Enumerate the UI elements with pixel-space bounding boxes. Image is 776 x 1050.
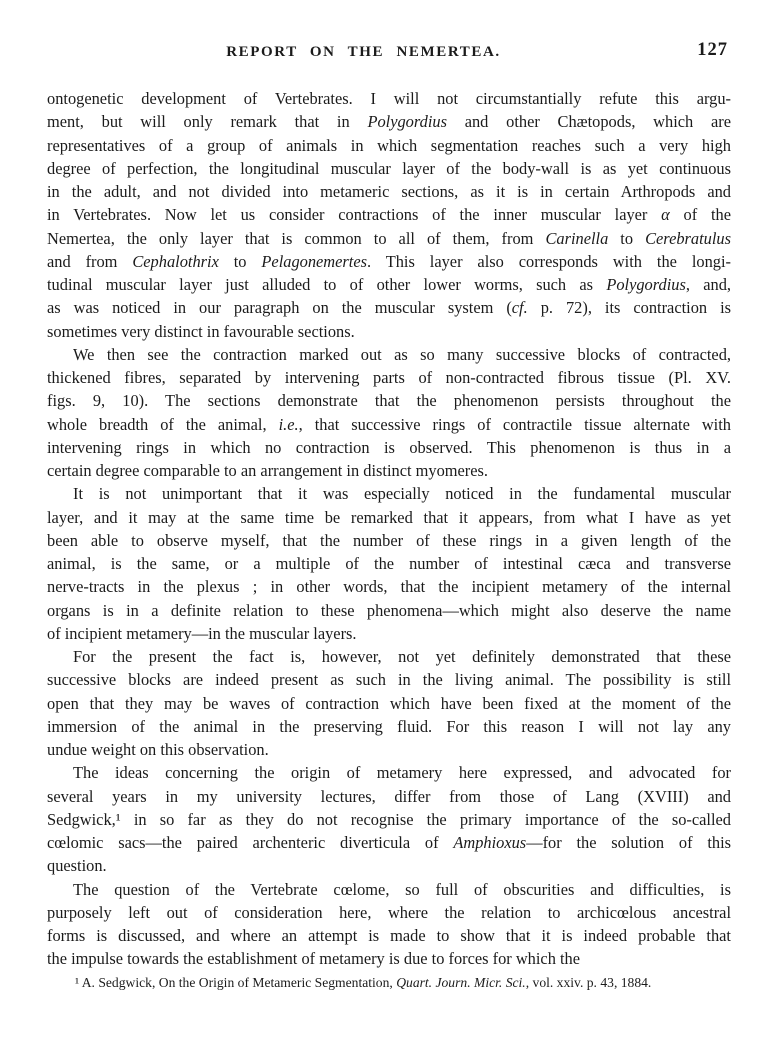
text-line: immersion of the animal in the preserving fluid. For this reason I will not lay any <box>47 716 731 736</box>
text-line: nerve-tracts in the plexus ; in other words, that the incipient metamery of the internal <box>47 577 731 597</box>
text-line: in the adult, and not divided into metameric sections, as it is in certain Arthropods and <box>47 182 731 201</box>
text-line: open that they may be waves of contraction which have been fixed at the moment of the <box>47 693 731 713</box>
paragraph <box>47 645 731 761</box>
text-line: animal, is the same, or a multiple of the number of intestinal cæca and transverse <box>47 554 731 573</box>
text-line: For the present the fact is, however, not yet definitely demonstrated that these <box>73 647 731 666</box>
paragraph <box>47 482 731 645</box>
text-line: layer, and it may at the same time be remarked that it appears, from what I have as yet <box>47 507 731 527</box>
page-header <box>47 40 730 66</box>
text-line: successive blocks are indeed present as such in the living animal. The possibility is still <box>47 670 731 690</box>
text-line: It is not unimportant that it was especially noticed in the fundamental muscular <box>73 484 731 504</box>
text-line: We then see the contraction marked out as so many successive blocks of contracted, <box>73 344 731 364</box>
text-line: in Vertebrates. Now let us consider contractions of the inner muscular layer α of the <box>47 205 732 225</box>
page-number: 127 <box>697 40 728 60</box>
text-line: cœlomic sacs—the paired archenteric diverticula of Amphioxus—for the solution of this <box>47 833 731 852</box>
text-line: organs is in a definite relation to these phenomena—which might also deserve the name <box>47 600 731 620</box>
text-line: thickened fibres, separated by intervening parts of non-contracted fibrous tissue (Pl. XV. <box>47 368 731 387</box>
text-line: forms is discussed, and where an attempt is made to show that it is indeed probable that <box>47 926 731 945</box>
text-line: degree of perfection, the longitudinal muscular layer of the body-wall is as yet continuous <box>47 158 731 178</box>
body-text <box>47 87 731 971</box>
text-line: of incipient metamery—in the muscular layers. <box>47 623 357 643</box>
text-line: figs. 9, 10). The sections demonstrate that the phenomenon persists throughout the <box>47 391 731 411</box>
text-line: purposely left out of consideration here, where the relation to archicœlous ancestral <box>47 902 731 922</box>
text-line: undue weight on this observation. <box>47 740 269 759</box>
text-line: ment, but will only remark that in Polygordius and other Chætopods, which are <box>47 112 731 132</box>
text-line: and from Cephalothrix to Pelagonemertes. This layer also corresponds with the longi- <box>47 251 731 271</box>
text-line: The question of the Vertebrate cœlome, so full of obscurities and difficulties, is <box>73 879 731 899</box>
paragraph <box>47 761 731 877</box>
text-line: Nemertea, the only layer that is common to all of them, from Carinella to Cerebratulus <box>47 228 731 248</box>
text-line: certain degree comparable to an arrangement in distinct myomeres. <box>47 461 488 480</box>
text-line: sometimes very distinct in favourable sections. <box>47 321 355 341</box>
text-line: the impulse towards the establishment of metamery is due to forces for which the <box>47 949 581 969</box>
text-line: several years in my university lectures, differ from those of Lang (XVIII) and <box>47 786 731 806</box>
paragraph <box>47 87 731 343</box>
text-line: representatives of a group of animals in which segmentation reaches such a very high <box>47 135 731 155</box>
text-line: Sedgwick,¹ in so far as they do not recognise the primary importance of the so-called <box>47 809 731 829</box>
paragraph <box>47 878 731 971</box>
text-line: whole breadth of the animal, i.e., that successive rings of contractile tissue alternate with <box>47 414 731 434</box>
paragraph <box>47 343 731 483</box>
text-line: The ideas concerning the origin of metamery here expressed, and advocated for <box>73 763 731 783</box>
running-title: REPORT ON THE NEMERTEA. <box>226 44 501 60</box>
footnote: ¹ A. Sedgwick, On the Origin of Metameric Segmentation, Quart. Journ. Micr. Sci., vol. xxiv. p. 43, 1884. <box>75 975 652 990</box>
text-line: ontogenetic development of Vertebrates. I will not circumstantially refute this argu- <box>47 89 731 108</box>
text-line: tudinal muscular layer just alluded to of other lower worms, such as Polygordius, and, <box>47 275 731 294</box>
text-line: intervening rings in which no contraction is observed. This phenomenon is thus in a <box>47 437 731 457</box>
text-line: as was noticed in our paragraph on the muscular system (cf. p. 72), its contraction is <box>47 298 731 318</box>
text-line: question. <box>47 856 107 876</box>
text-line: been able to observe myself, that the number of these rings in a given length of the <box>47 530 731 550</box>
